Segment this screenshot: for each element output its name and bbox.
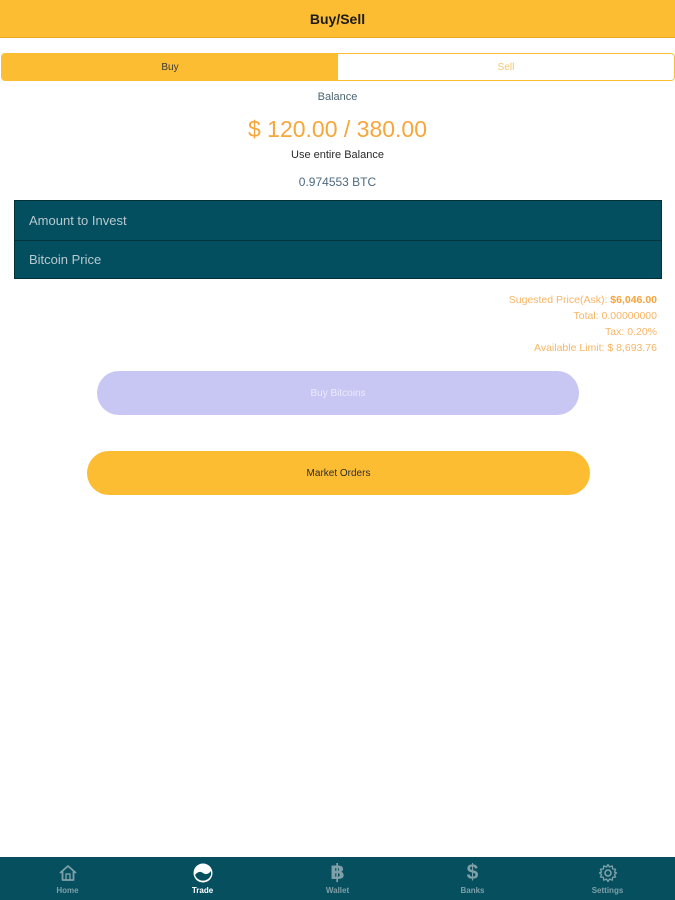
tab-sell[interactable]: Sell	[338, 54, 674, 80]
home-icon	[57, 862, 79, 884]
nav-wallet-label: Wallet	[325, 886, 350, 895]
nav-banks-label: Banks	[460, 886, 485, 895]
nav-banks[interactable]	[405, 857, 540, 900]
nav-settings-label: Settings	[591, 886, 624, 895]
balance-amount: $ 120.00 / 380.00	[247, 116, 428, 142]
nav-trade-label: Trade	[191, 886, 214, 895]
trade-icon	[192, 862, 214, 884]
bitcoin-price-input[interactable]: Bitcoin Price	[15, 240, 661, 279]
available-limit-row: Available Limit: $ 8,693.76	[534, 342, 657, 354]
order-summary	[509, 292, 657, 356]
nav-home[interactable]	[0, 857, 135, 900]
gear-icon	[597, 862, 619, 884]
nav-wallet[interactable]	[270, 857, 405, 900]
tax-row: Tax: 0.20%	[605, 326, 657, 338]
use-entire-balance-link[interactable]: Use entire Balance	[291, 149, 384, 161]
tab-buy[interactable]: Buy	[2, 54, 338, 80]
buy-bitcoins-button[interactable]: Buy Bitcoins	[97, 371, 579, 415]
buy-sell-toggle	[1, 53, 675, 81]
total-row: Total: 0.00000000	[573, 310, 657, 322]
dollar-icon: $	[466, 861, 479, 884]
bottom-nav	[0, 857, 675, 900]
nav-settings[interactable]	[540, 857, 675, 900]
order-form	[14, 200, 662, 279]
balance-label: Balance	[317, 91, 358, 103]
app-header	[0, 0, 675, 38]
nav-trade[interactable]	[135, 857, 270, 900]
suggested-price-label: Sugested Price(Ask):	[508, 294, 608, 306]
suggested-price-row	[509, 292, 657, 308]
bitcoin-icon: ฿	[330, 861, 345, 884]
suggested-price-value: $6,046.00	[610, 294, 657, 306]
page-title: Buy/Sell	[309, 10, 366, 27]
btc-balance: 0.974553 BTC	[298, 175, 377, 189]
nav-home-label: Home	[56, 886, 79, 895]
amount-to-invest-input[interactable]: Amount to Invest	[29, 212, 127, 228]
market-orders-button[interactable]: Market Orders	[87, 451, 590, 495]
